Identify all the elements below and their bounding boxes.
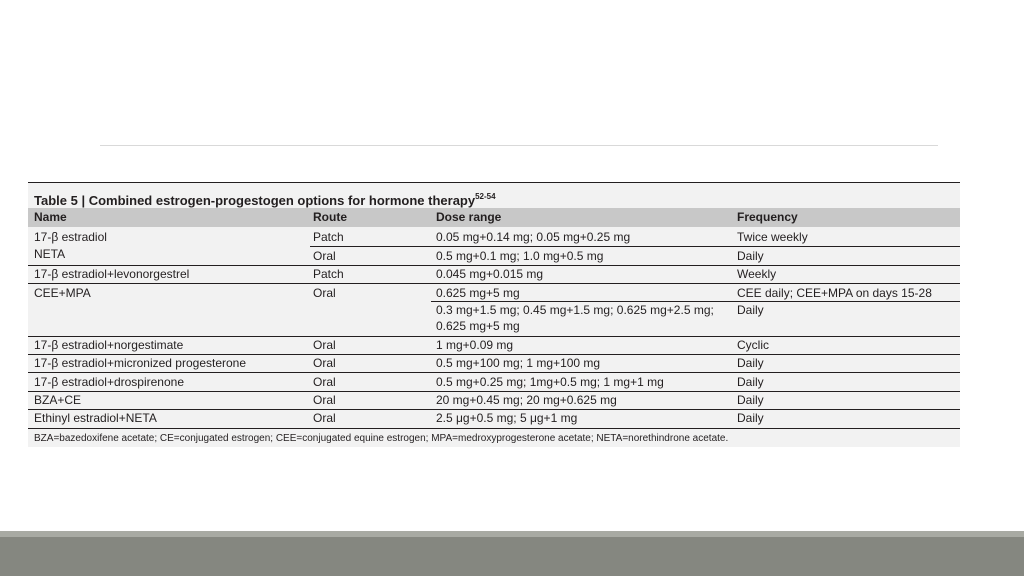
cell-route: Patch [313, 230, 344, 244]
row-rule [28, 336, 960, 337]
cell-route: Oral [313, 338, 336, 352]
row-rule [28, 265, 960, 266]
table-footnote: BZA=bazedoxifene acetate; CE=conjugated estrogen; CEE=conjugated equine estrogen; MPA=medroxyprogesterone acetate; NETA=norethindrone acetate. [34, 433, 729, 444]
caption-reference: 52-54 [475, 192, 496, 201]
cell-frequency: Daily [737, 411, 764, 425]
row-rule [28, 391, 960, 392]
header-name: Name [34, 210, 67, 224]
header-route: Route [313, 210, 347, 224]
cell-dose: 20 mg+0.45 mg; 20 mg+0.625 mg [436, 393, 617, 407]
cell-frequency: Cyclic [737, 338, 769, 352]
row-rule [310, 246, 960, 247]
cell-route: Oral [313, 356, 336, 370]
cell-name: 17-β estradiol [34, 230, 107, 244]
cell-dose: 0.5 mg+0.25 mg; 1mg+0.5 mg; 1 mg+1 mg [436, 375, 664, 389]
cell-name: Ethinyl estradiol+NETA [34, 411, 157, 425]
cell-frequency: Daily [737, 356, 764, 370]
cell-route: Oral [313, 249, 336, 263]
cell-name: 17-β estradiol+levonorgestrel [34, 267, 190, 281]
cell-name: BZA+CE [34, 393, 82, 407]
cell-dose-line2: 0.625 mg+5 mg [436, 319, 520, 333]
row-rule [28, 354, 960, 355]
cell-frequency: CEE daily; CEE+MPA on days 15-28 [737, 286, 932, 300]
cell-frequency: Twice weekly [737, 230, 808, 244]
cell-route: Oral [313, 375, 336, 389]
row-rule [431, 301, 960, 302]
table-header-row [28, 208, 960, 227]
cell-dose: 0.05 mg+0.14 mg; 0.05 mg+0.25 mg [436, 230, 631, 244]
cell-frequency: Weekly [737, 267, 777, 281]
cell-name: 17-β estradiol+drospirenone [34, 375, 184, 389]
row-rule [28, 372, 960, 373]
cell-dose: 0.045 mg+0.015 mg [436, 267, 544, 281]
footer-band-highlight [0, 531, 1024, 537]
cell-dose: 0.5 mg+0.1 mg; 1.0 mg+0.5 mg [436, 249, 604, 263]
cell-dose: 0.5 mg+100 mg; 1 mg+100 mg [436, 356, 601, 370]
cell-frequency: Daily [737, 393, 764, 407]
cell-dose: 0.625 mg+5 mg [436, 286, 520, 300]
cell-frequency: Daily [737, 375, 764, 389]
cell-name: CEE+MPA [34, 286, 91, 300]
cell-route: Oral [313, 411, 336, 425]
row-rule [28, 283, 960, 284]
hormone-therapy-table [28, 182, 960, 447]
cell-name: 17-β estradiol+micronized progesterone [34, 356, 247, 370]
table-caption [34, 186, 496, 208]
cell-frequency: Daily [737, 249, 764, 263]
row-rule [28, 409, 960, 410]
slide-footer-band [0, 531, 1024, 576]
cell-frequency: Daily [737, 303, 764, 317]
cell-name: 17-β estradiol+norgestimate [34, 338, 184, 352]
cell-dose: 2.5 μg+0.5 mg; 5 μg+1 mg [436, 411, 578, 425]
cell-dose: 0.3 mg+1.5 mg; 0.45 mg+1.5 mg; 0.625 mg+2.5 mg; [436, 303, 714, 317]
header-frequency: Frequency [737, 210, 798, 224]
row-rule [28, 428, 960, 429]
caption-text: Table 5 | Combined estrogen-progestogen options for hormone therapy [34, 193, 476, 208]
cell-route: Oral [313, 286, 336, 300]
cell-dose: 1 mg+0.09 mg [436, 338, 514, 352]
cell-name: NETA [34, 247, 66, 261]
cell-route: Patch [313, 267, 344, 281]
header-dose-range: Dose range [436, 210, 502, 224]
slide-divider [100, 145, 938, 146]
cell-route: Oral [313, 393, 336, 407]
